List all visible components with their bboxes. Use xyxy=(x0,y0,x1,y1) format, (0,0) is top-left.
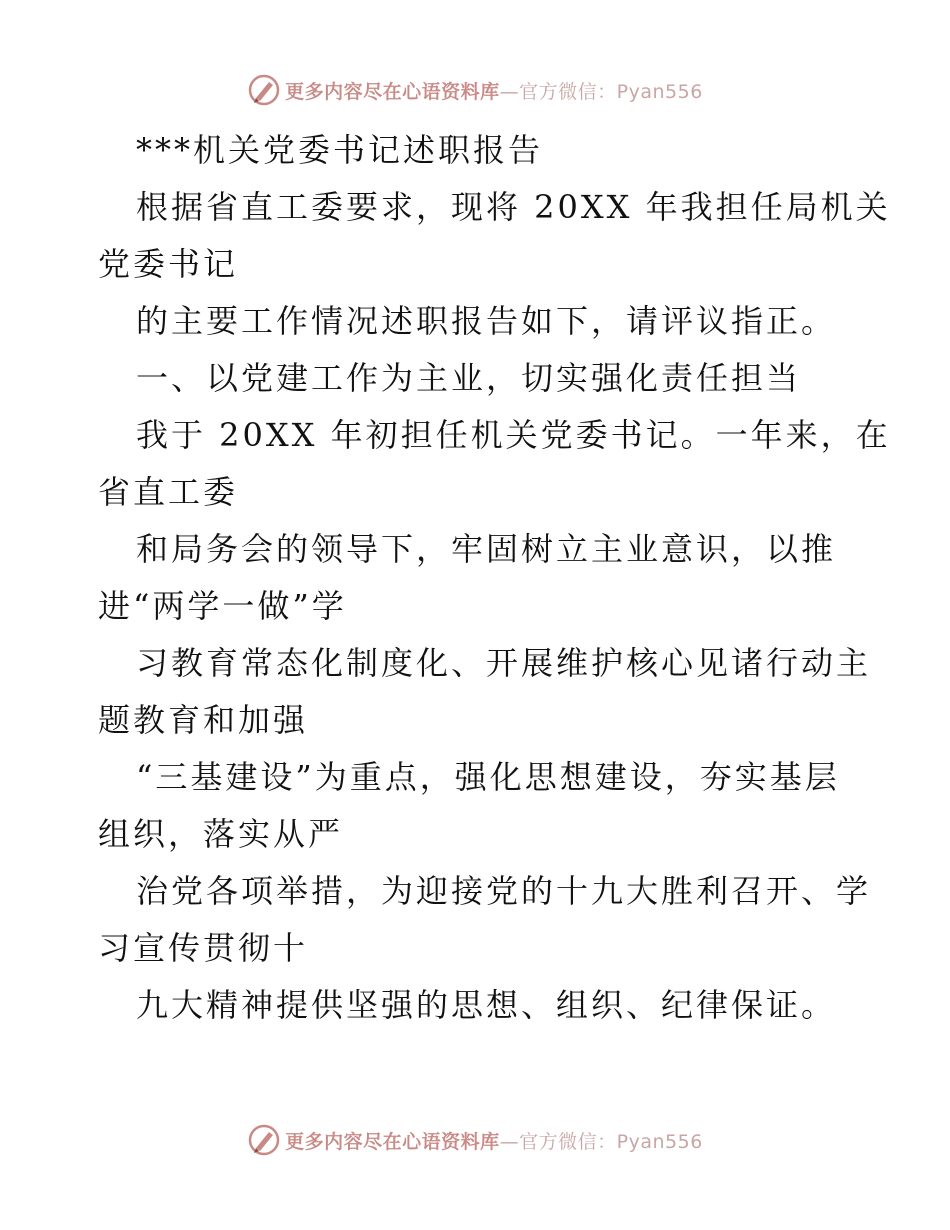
pen-logo-icon xyxy=(247,1123,281,1157)
paragraph-line: 九大精神提供坚强的思想、组织、纪律保证。 xyxy=(136,986,837,1024)
header-watermark xyxy=(0,70,950,110)
footer-watermark xyxy=(0,1120,950,1160)
paragraph-line: 的主要工作情况述职报告如下，请评议指正。 xyxy=(136,302,837,340)
section-heading: 一、以党建工作为主业，切实强化责任担当 xyxy=(136,359,802,397)
paragraph-line: “三基建设”为重点，强化思想建设，夯实基层 xyxy=(136,758,840,796)
document-body xyxy=(98,122,891,1034)
document-title: ***机关党委书记述职报告 xyxy=(136,131,544,169)
paragraph-line: 组织，落实从严 xyxy=(98,815,344,853)
paragraph-line: 习宣传贯彻十 xyxy=(98,929,309,967)
paragraph-line: 我于 20XX 年初担任机关党委书记。一年来，在 xyxy=(136,416,891,454)
paragraph-line: 习教育常态化制度化、开展维护核心见诸行动主 xyxy=(136,644,872,682)
paragraph-line: 和局务会的领导下，牢固树立主业意识，以推 xyxy=(136,530,837,568)
watermark-text: 更多内容尽在心语资料库—官方微信：Pyan556 xyxy=(285,1130,703,1153)
paragraph-line: 进“两学一做”学 xyxy=(98,587,347,625)
watermark-text: 更多内容尽在心语资料库—官方微信：Pyan556 xyxy=(285,80,703,103)
paragraph-line: 党委书记 xyxy=(98,245,239,283)
paragraph-line: 题教育和加强 xyxy=(98,701,309,739)
pen-logo-icon xyxy=(247,73,281,107)
paragraph-line: 治党各项举措，为迎接党的十九大胜利召开、学 xyxy=(136,872,872,910)
paragraph-line: 省直工委 xyxy=(98,473,239,511)
paragraph-line: 根据省直工委要求，现将 20XX 年我担任局机关 xyxy=(136,188,891,226)
